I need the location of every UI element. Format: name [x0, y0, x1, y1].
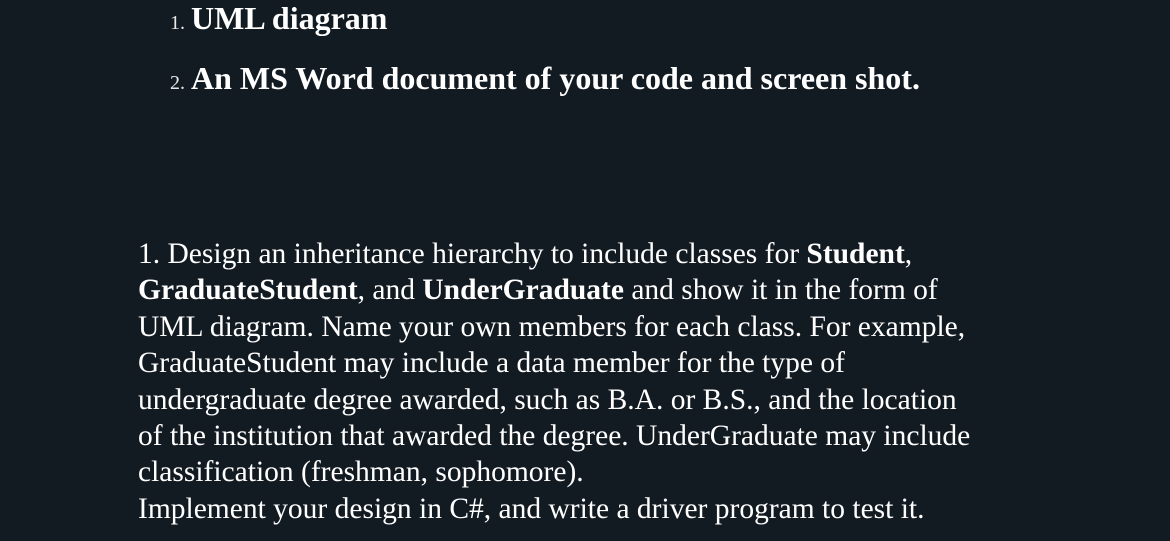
task-line-1-post: , — [904, 238, 913, 270]
task-line-8: Implement your design in C#, and write a driver program to test it. — [138, 492, 925, 525]
task-class-graduate-student: GraduateStudent — [138, 274, 358, 307]
task-line-3: UML diagram. Name your own members for each class. For example, — [138, 310, 966, 343]
task-description — [138, 236, 1148, 527]
task-line-5: undergraduate degree awarded, such as B.A. or B.S., and the location — [138, 383, 957, 416]
list-text: UML diagram — [191, 0, 388, 36]
task-line-7: classification (freshman, sophomore). — [138, 456, 584, 489]
task-line-2 — [138, 272, 1148, 308]
list-text: An MS Word document of your code and screen shot. — [191, 60, 920, 96]
task-line-2-mid: , and — [357, 274, 423, 307]
task-line-6: of the institution that awarded the degree. UnderGraduate may include — [138, 420, 971, 453]
list-number: 2. — [170, 72, 185, 94]
list-item-word-document — [170, 60, 920, 97]
list-number: 1. — [170, 12, 185, 34]
task-line-1 — [138, 236, 1148, 272]
task-line-1-pre: 1. Design an inheritance hierarchy to include classes for — [138, 238, 807, 270]
task-line-2-post: and show it in the form of — [623, 274, 938, 307]
task-line-4: GraduateStudent may include a data member for the type of — [138, 347, 845, 380]
task-class-undergraduate: UnderGraduate — [422, 274, 624, 307]
list-item-uml-diagram — [170, 0, 387, 37]
task-class-student: Student — [806, 238, 905, 270]
